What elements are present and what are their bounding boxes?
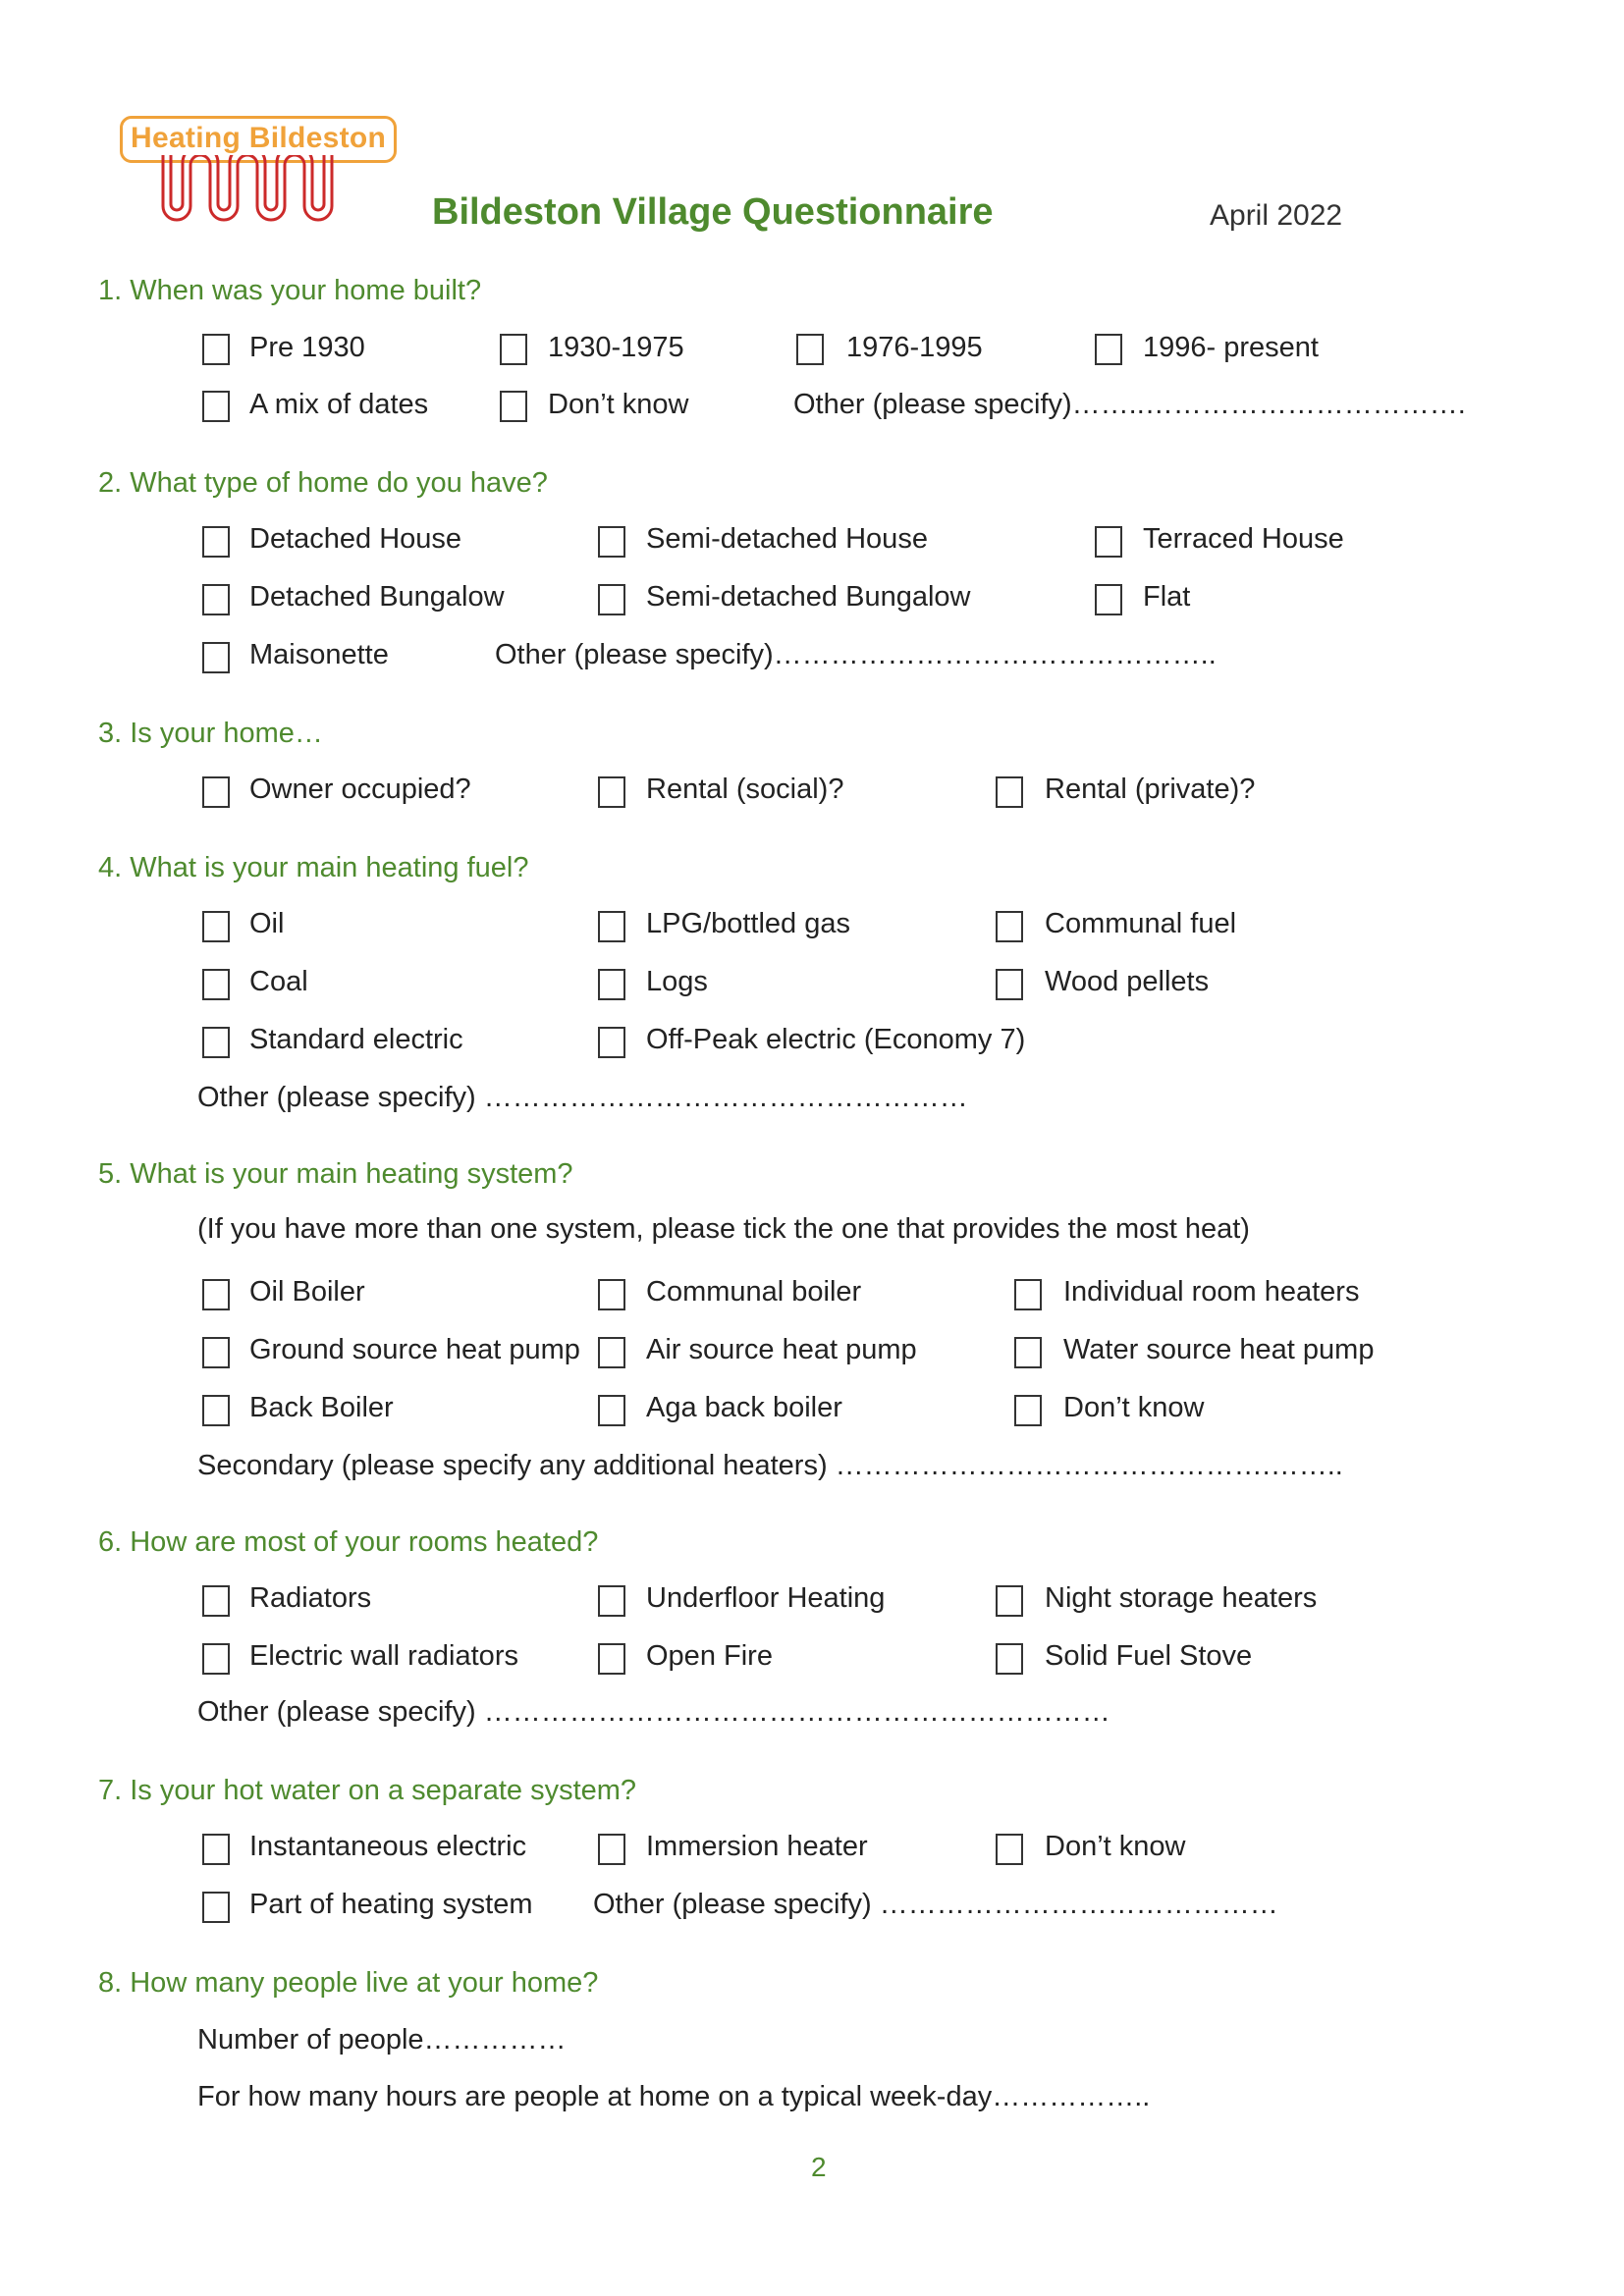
option-label: A mix of dates — [249, 389, 429, 420]
option-label: Coal — [249, 966, 308, 997]
other-specify-field[interactable]: Other (please specify) ………………………………………………………… — [197, 1696, 1110, 1728]
people-count-field[interactable]: Number of people…………… — [197, 2024, 567, 2056]
option-label: Aga back boiler — [646, 1392, 842, 1423]
option-label: Don’t know — [1063, 1392, 1205, 1423]
checkbox[interactable] — [202, 1892, 230, 1923]
checkbox[interactable] — [500, 391, 527, 422]
checkbox[interactable] — [598, 911, 625, 942]
checkbox[interactable] — [1095, 526, 1122, 558]
checkbox[interactable] — [598, 1337, 625, 1368]
checkbox[interactable] — [1014, 1337, 1042, 1368]
checkbox[interactable] — [202, 526, 230, 558]
option-label: Solid Fuel Stove — [1045, 1640, 1253, 1672]
question-6: 6. How are most of your rooms heated? — [98, 1526, 599, 1558]
checkbox[interactable] — [202, 391, 230, 422]
question-4: 4. What is your main heating fuel? — [98, 852, 529, 883]
checkbox[interactable] — [996, 1643, 1023, 1675]
option-label: Oil — [249, 908, 285, 939]
option-label: Pre 1930 — [249, 332, 365, 363]
option-label: Communal fuel — [1045, 908, 1237, 939]
option-label: Flat — [1143, 581, 1191, 613]
other-specify-field[interactable]: Other (please specify) …………………………………… — [593, 1889, 1278, 1920]
checkbox[interactable] — [598, 1834, 625, 1865]
checkbox[interactable] — [598, 1643, 625, 1675]
option-label: Don’t know — [548, 389, 689, 420]
checkbox[interactable] — [1014, 1395, 1042, 1426]
checkbox[interactable] — [1095, 584, 1122, 615]
page-title: Bildeston Village Questionnaire — [432, 191, 994, 233]
question-note: (If you have more than one system, please tick the one that provides the most heat) — [197, 1213, 1250, 1245]
option-label: Maisonette — [249, 639, 389, 670]
checkbox[interactable] — [996, 911, 1023, 942]
checkbox[interactable] — [202, 584, 230, 615]
question-5: 5. What is your main heating system? — [98, 1158, 573, 1190]
checkbox[interactable] — [996, 969, 1023, 1000]
option-label: Electric wall radiators — [249, 1640, 518, 1672]
option-label: Don’t know — [1045, 1831, 1186, 1862]
option-label: LPG/bottled gas — [646, 908, 850, 939]
option-label: Detached Bungalow — [249, 581, 505, 613]
checkbox[interactable] — [1014, 1279, 1042, 1310]
option-label: Owner occupied? — [249, 774, 471, 805]
checkbox[interactable] — [598, 1585, 625, 1617]
option-label: 1976-1995 — [846, 332, 983, 363]
logo-text: Heating Bildeston — [120, 116, 397, 163]
other-specify-field[interactable]: Other (please specify) …………………………………………… — [197, 1082, 968, 1113]
other-specify-field[interactable]: Other (please specify)……..……………………………. — [793, 389, 1466, 420]
option-label: Back Boiler — [249, 1392, 394, 1423]
question-2: 2. What type of home do you have? — [98, 467, 548, 499]
option-label: Underfloor Heating — [646, 1582, 886, 1614]
option-label: Air source heat pump — [646, 1334, 917, 1365]
checkbox[interactable] — [202, 911, 230, 942]
option-label: Terraced House — [1143, 523, 1344, 555]
option-label: Open Fire — [646, 1640, 773, 1672]
option-label: Detached House — [249, 523, 462, 555]
option-label: Logs — [646, 966, 708, 997]
checkbox[interactable] — [598, 969, 625, 1000]
checkbox[interactable] — [598, 776, 625, 808]
option-label: Immersion heater — [646, 1831, 868, 1862]
logo-pipes-icon — [155, 155, 352, 226]
checkbox[interactable] — [202, 1834, 230, 1865]
option-label: Oil Boiler — [249, 1276, 365, 1308]
option-label: Semi-detached Bungalow — [646, 581, 971, 613]
checkbox[interactable] — [598, 1395, 625, 1426]
option-label: Individual room heaters — [1063, 1276, 1360, 1308]
option-label: Radiators — [249, 1582, 372, 1614]
question-8: 8. How many people live at your home? — [98, 1967, 599, 1999]
option-label: Semi-detached House — [646, 523, 928, 555]
checkbox[interactable] — [202, 1585, 230, 1617]
checkbox[interactable] — [202, 1395, 230, 1426]
checkbox[interactable] — [202, 1337, 230, 1368]
option-label: Ground source heat pump — [249, 1334, 580, 1365]
checkbox[interactable] — [500, 334, 527, 365]
checkbox[interactable] — [202, 969, 230, 1000]
checkbox[interactable] — [598, 526, 625, 558]
option-label: Night storage heaters — [1045, 1582, 1318, 1614]
option-label: Rental (social)? — [646, 774, 844, 805]
option-label: Wood pellets — [1045, 966, 1210, 997]
option-label: Instantaneous electric — [249, 1831, 527, 1862]
option-label: Off-Peak electric (Economy 7) — [646, 1024, 1026, 1055]
checkbox[interactable] — [202, 776, 230, 808]
checkbox[interactable] — [598, 1027, 625, 1058]
other-specify-field[interactable]: Other (please specify)……………………………………….. — [495, 639, 1217, 670]
other-specify-field[interactable]: Secondary (please specify any additional heaters) ……………………………………….…….. — [197, 1450, 1343, 1481]
option-label: Rental (private)? — [1045, 774, 1256, 805]
checkbox[interactable] — [1095, 334, 1122, 365]
checkbox[interactable] — [202, 1027, 230, 1058]
hours-at-home-field[interactable]: For how many hours are people at home on a typical week-day…………….. — [197, 2081, 1151, 2112]
page-number: 2 — [811, 2152, 827, 2182]
question-1: 1. When was your home built? — [98, 275, 482, 306]
checkbox[interactable] — [796, 334, 824, 365]
option-label: Communal boiler — [646, 1276, 862, 1308]
checkbox[interactable] — [202, 1279, 230, 1310]
question-7: 7. Is your hot water on a separate system? — [98, 1775, 637, 1806]
checkbox[interactable] — [996, 1834, 1023, 1865]
checkbox[interactable] — [598, 1279, 625, 1310]
document-date: April 2022 — [1210, 199, 1343, 232]
option-label: Standard electric — [249, 1024, 463, 1055]
option-label: Part of heating system — [249, 1889, 533, 1920]
checkbox[interactable] — [996, 776, 1023, 808]
option-label: 1930-1975 — [548, 332, 684, 363]
question-3: 3. Is your home… — [98, 718, 323, 749]
checkbox[interactable] — [202, 1643, 230, 1675]
checkbox[interactable] — [202, 642, 230, 673]
option-label: 1996- present — [1143, 332, 1319, 363]
checkbox[interactable] — [996, 1585, 1023, 1617]
checkbox[interactable] — [598, 584, 625, 615]
checkbox[interactable] — [202, 334, 230, 365]
option-label: Water source heat pump — [1063, 1334, 1375, 1365]
